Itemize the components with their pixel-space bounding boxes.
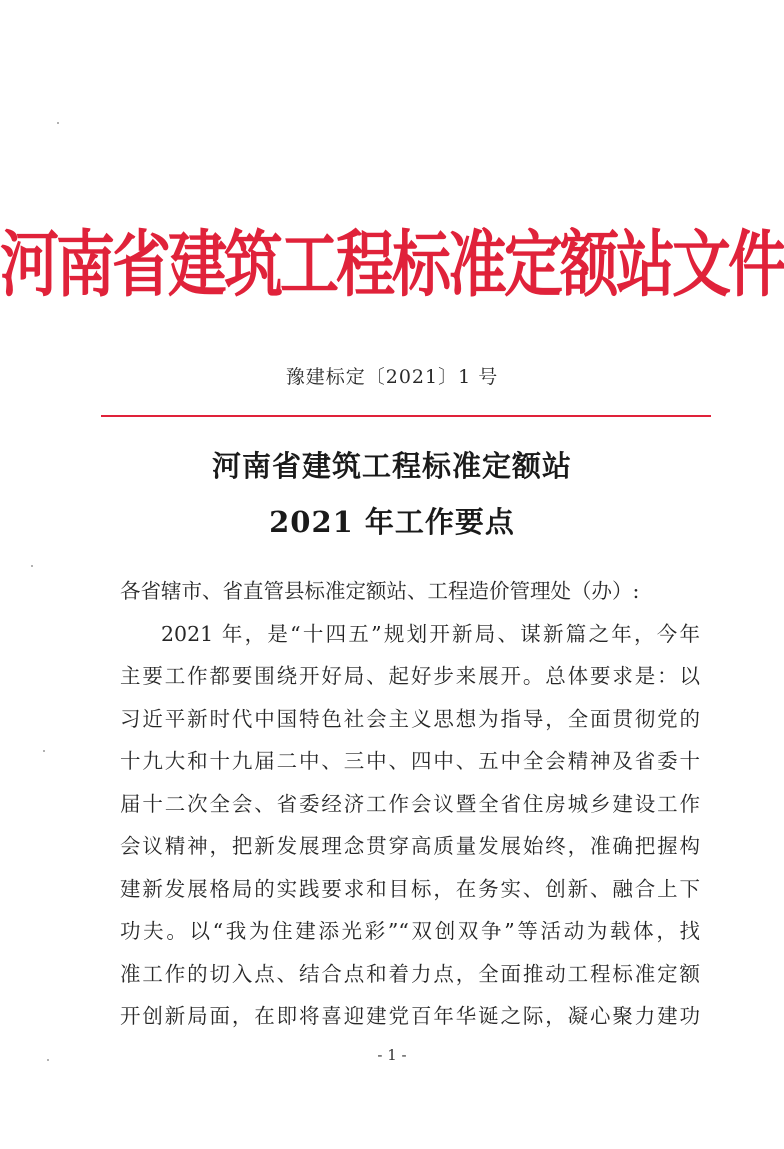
scan-speck [43, 750, 45, 752]
body-line: 功夫。以“我为住建添光彩”“双创双争”等活动为载体，找 [120, 919, 700, 943]
scan-speck [57, 122, 59, 124]
document-header-title: 河南省建筑工程标准定额站文件 [0, 222, 784, 307]
body-line: 主要工作都要围绕开好局、起好步来展开。总体要求是：以 [120, 664, 700, 688]
body-line: 届十二次全会、省委经济工作会议暨全省住房城乡建设工作 [120, 791, 700, 816]
document-title-line-2: 2021 年工作要点 [269, 505, 515, 539]
body-line: 开创新局面，在即将喜迎建党百年华诞之际，凝心聚力建功 [120, 1004, 700, 1028]
document-number: 豫建标定〔2021〕1 号 [285, 366, 499, 388]
body-line: 2021 年，是“十四五”规划开新局、谋新篇之年，今年 [161, 621, 700, 646]
salutation: 各省辖市、省直管县标准定额站、工程造价管理处（办）: [120, 579, 640, 603]
body-line: 准工作的切入点、结合点和着力点，全面推动工程标准定额 [120, 961, 700, 986]
body-line: 建新发展格局的实践要求和目标，在务实、创新、融合上下 [120, 876, 700, 901]
scan-speck [47, 1059, 49, 1061]
scan-speck [31, 565, 33, 567]
document-title-line-1: 河南省建筑工程标准定额站 [211, 449, 572, 483]
document-body [120, 570, 700, 1038]
red-divider-line [101, 415, 711, 417]
body-line: 十九大和十九届二中、三中、四中、五中全会精神及省委十 [120, 749, 700, 773]
page-number: - 1 - [377, 1046, 407, 1064]
body-line: 会议精神，把新发展理念贯穿高质量发展始终，准确把握构 [120, 834, 700, 858]
body-line: 习近平新时代中国特色社会主义思想为指导，全面贯彻党的 [120, 706, 700, 731]
